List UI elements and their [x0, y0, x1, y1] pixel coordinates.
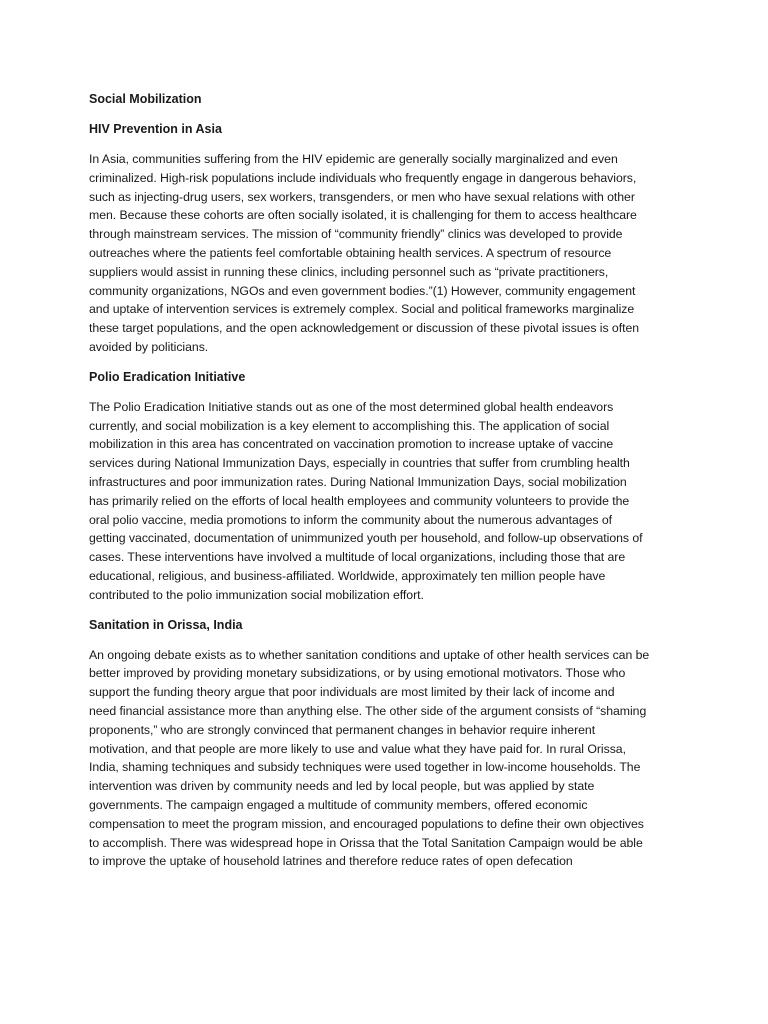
paragraph-line: intervention was driven by community needs and led by local people, but was applied by state	[89, 779, 595, 794]
paragraph-line: infrastructures and poor immunization rates. During National Immunization Days, social mobilization	[89, 474, 627, 489]
section-heading-polio-eradication: Polio Eradication Initiative	[89, 369, 246, 384]
paragraph-line: currently, and social mobilization is a key element to accomplishing this. The application of social	[89, 418, 610, 433]
section-paragraph-sanitation-orissa	[89, 646, 689, 872]
paragraph-line: An ongoing debate exists as to whether sanitation conditions and uptake of other health services can be	[89, 647, 650, 662]
paragraph-line: India, shaming techniques and subsidy techniques were used together in low-income households. The	[89, 760, 641, 775]
paragraph-line: proponents,” who are strongly convinced that permanent changes in behavior require inherent	[89, 722, 596, 737]
document-title: Social Mobilization	[89, 92, 202, 106]
paragraph-line: In Asia, communities suffering from the HIV epidemic are generally socially marginalized and even	[89, 152, 618, 166]
paragraph-line: The Polio Eradication Initiative stands out as one of the most determined global health endeavors	[89, 399, 614, 414]
paragraph-line: these target populations, and the open acknowledgement or discussion of these pivotal issues is often	[89, 321, 640, 336]
paragraph-line: outreaches where the patients feel comfortable obtaining health services. A spectrum of resource	[89, 245, 612, 260]
section-heading-sanitation-orissa: Sanitation in Orissa, India	[89, 617, 243, 632]
paragraph-line: mobilization in this area has concentrated on vaccination promotion to increase uptake of vaccine	[89, 437, 614, 452]
paragraph-line: better improved by providing monetary subsidizations, or by using emotional motivators. Those who	[89, 666, 626, 681]
paragraph-line: contributed to the polio immunization social mobilization effort.	[89, 587, 424, 602]
paragraph-line: and uptake of intervention services is extremely complex. Social and political frameworks marginalize	[89, 302, 635, 317]
paragraph-line: avoided by politicians.	[89, 339, 209, 354]
paragraph-line: educational, religious, and business-affiliated. Worldwide, approximately ten million people have	[89, 568, 606, 583]
paragraph-line: community organizations, NGOs and even government bodies.”(1) However, community engagement	[89, 283, 636, 298]
paragraph-line: support the funding theory argue that poor individuals are most limited by their lack of income and	[89, 685, 615, 700]
paragraph-line: cases. These interventions have involved a multitude of local organizations, including those that are	[89, 550, 626, 565]
paragraph-line: motivation, and that people are more likely to use and value what they have paid for. In rural Orissa,	[89, 741, 626, 756]
paragraph-line: through mainstream services. The mission of “community friendly” clinics was developed to provide	[89, 227, 623, 242]
paragraph-line: services during National Immunization Days, especially in countries that suffer from crumbling health	[89, 456, 630, 471]
section-paragraph-polio-eradication	[89, 398, 689, 605]
paragraph-line: getting vaccinated, documentation of unimmunized youth per household, and follow-up observations of	[89, 531, 643, 546]
paragraph-line: criminalized. High-risk populations include individuals who frequently engage in dangerous behaviors,	[89, 170, 637, 185]
paragraph-line: need financial assistance more than anything else. The other side of the argument consists of “shaming	[89, 703, 647, 718]
paragraph-line: suppliers would assist in running these clinics, including personnel such as “private practitioners,	[89, 264, 609, 279]
paragraph-line: men. Because these cohorts are often socially isolated, it is challenging for them to access healthcare	[89, 208, 637, 223]
paragraph-line: has primarily relied on the efforts of local health employees and community volunteers to provide the	[89, 493, 630, 508]
paragraph-line: to accomplish. There was widespread hope in Orissa that the Total Sanitation Campaign would be able	[89, 835, 643, 850]
section-heading-hiv-prevention: HIV Prevention in Asia	[89, 122, 222, 136]
paragraph-line: to improve the uptake of household latrines and therefore reduce rates of open defecation	[89, 854, 573, 869]
paragraph-line: such as injecting-drug users, sex workers, transgenders, or men who have sexual relations with other	[89, 189, 635, 204]
paragraph-line: oral polio vaccine, media promotions to inform the community about the numerous advantages of	[89, 512, 613, 527]
document-page	[89, 90, 689, 871]
section-paragraph-hiv-prevention	[89, 150, 689, 357]
paragraph-line: compensation to meet the program mission, and encouraged populations to define their own objectives	[89, 816, 644, 831]
paragraph-line: governments. The campaign engaged a multitude of community members, offered economic	[89, 797, 588, 812]
